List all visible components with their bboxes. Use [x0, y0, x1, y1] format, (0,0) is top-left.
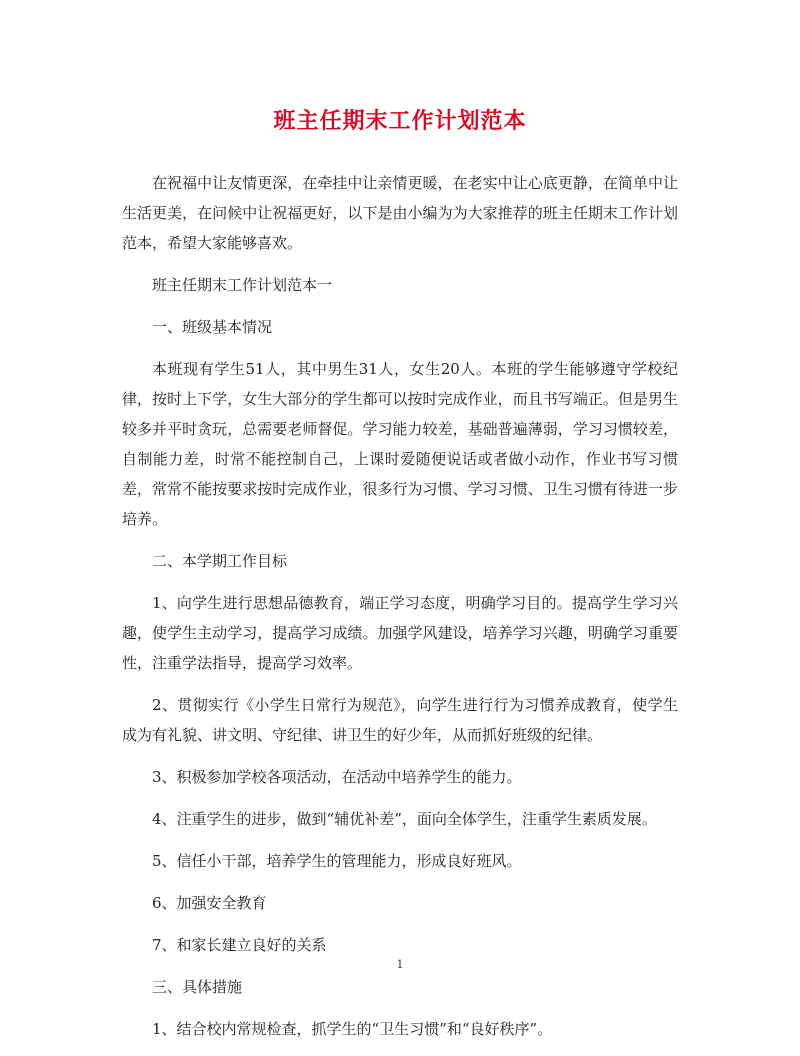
section-heading-sample-one: 班主任期末工作计划范本一	[152, 276, 333, 294]
section-heading-measures: 三、具体措施	[152, 978, 243, 996]
section-heading-work-goals: 二、本学期工作目标	[152, 552, 288, 570]
goal-item-4: 4、注重学生的进步，做到“辅优补差”，面向全体学生，注重学生素质发展。	[152, 810, 657, 828]
goal-item-3: 3、积极参加学校各项活动，在活动中培养学生的能力。	[152, 768, 522, 786]
goal-item-7: 7、和家长建立良好的关系	[152, 936, 327, 954]
goal-item-5: 5、信任小干部，培养学生的管理能力，形成良好班风。	[152, 852, 522, 870]
section-heading-class-situation: 一、班级基本情况	[152, 318, 273, 336]
goal-item-2: 2、贯彻实行《小学生日常行为规范》，向学生进行行为习惯养成教育，使学生成为有礼貌、讲文明、守纪律、讲卫生的好少年，从而抓好班级的纪律。	[122, 696, 678, 744]
measure-item-1: 1、结合校内常规检查，抓学生的“卫生习惯”和“良好秩序”。	[152, 1020, 553, 1038]
goal-item-6: 6、加强安全教育	[152, 894, 267, 912]
paragraph-class-situation: 本班现有学生51人，其中男生31人，女生20人。本班的学生能够遵守学校纪律，按时上下学，女生大部分的学生都可以按时完成作业，而且书写端正。但是男生较多并平时贪玩，总需要老师督促。学习能力较差，基础普遍薄弱，学习习惯较差，自制能力差，时常不能控制自己，上课时爱随便说话或者做小动作，作业书写习惯差，常常不能按要求按时完成作业，很多行为习惯、学习习惯、卫生习惯有待进一步培养。	[122, 360, 678, 528]
paragraph-intro: 在祝福中让友情更深，在牵挂中让亲情更暖，在老实中让心底更静，在简单中让生活更美，在问候中让祝福更好，以下是由小编为为大家推荐的班主任期末工作计划范本，希望大家能够喜欢。	[122, 174, 678, 252]
goal-item-1: 1、向学生进行思想品德教育，端正学习态度，明确学习目的。提高学生学习兴趣，使学生主动学习，提高学习成绩。加强学风建设，培养学习兴趣，明确学习重要性，注重学法指导，提高学习效率。	[122, 594, 678, 672]
page-number: 1	[396, 958, 404, 971]
document-body	[122, 168, 678, 1056]
document-title: 班主任期末工作计划范本	[273, 108, 527, 134]
